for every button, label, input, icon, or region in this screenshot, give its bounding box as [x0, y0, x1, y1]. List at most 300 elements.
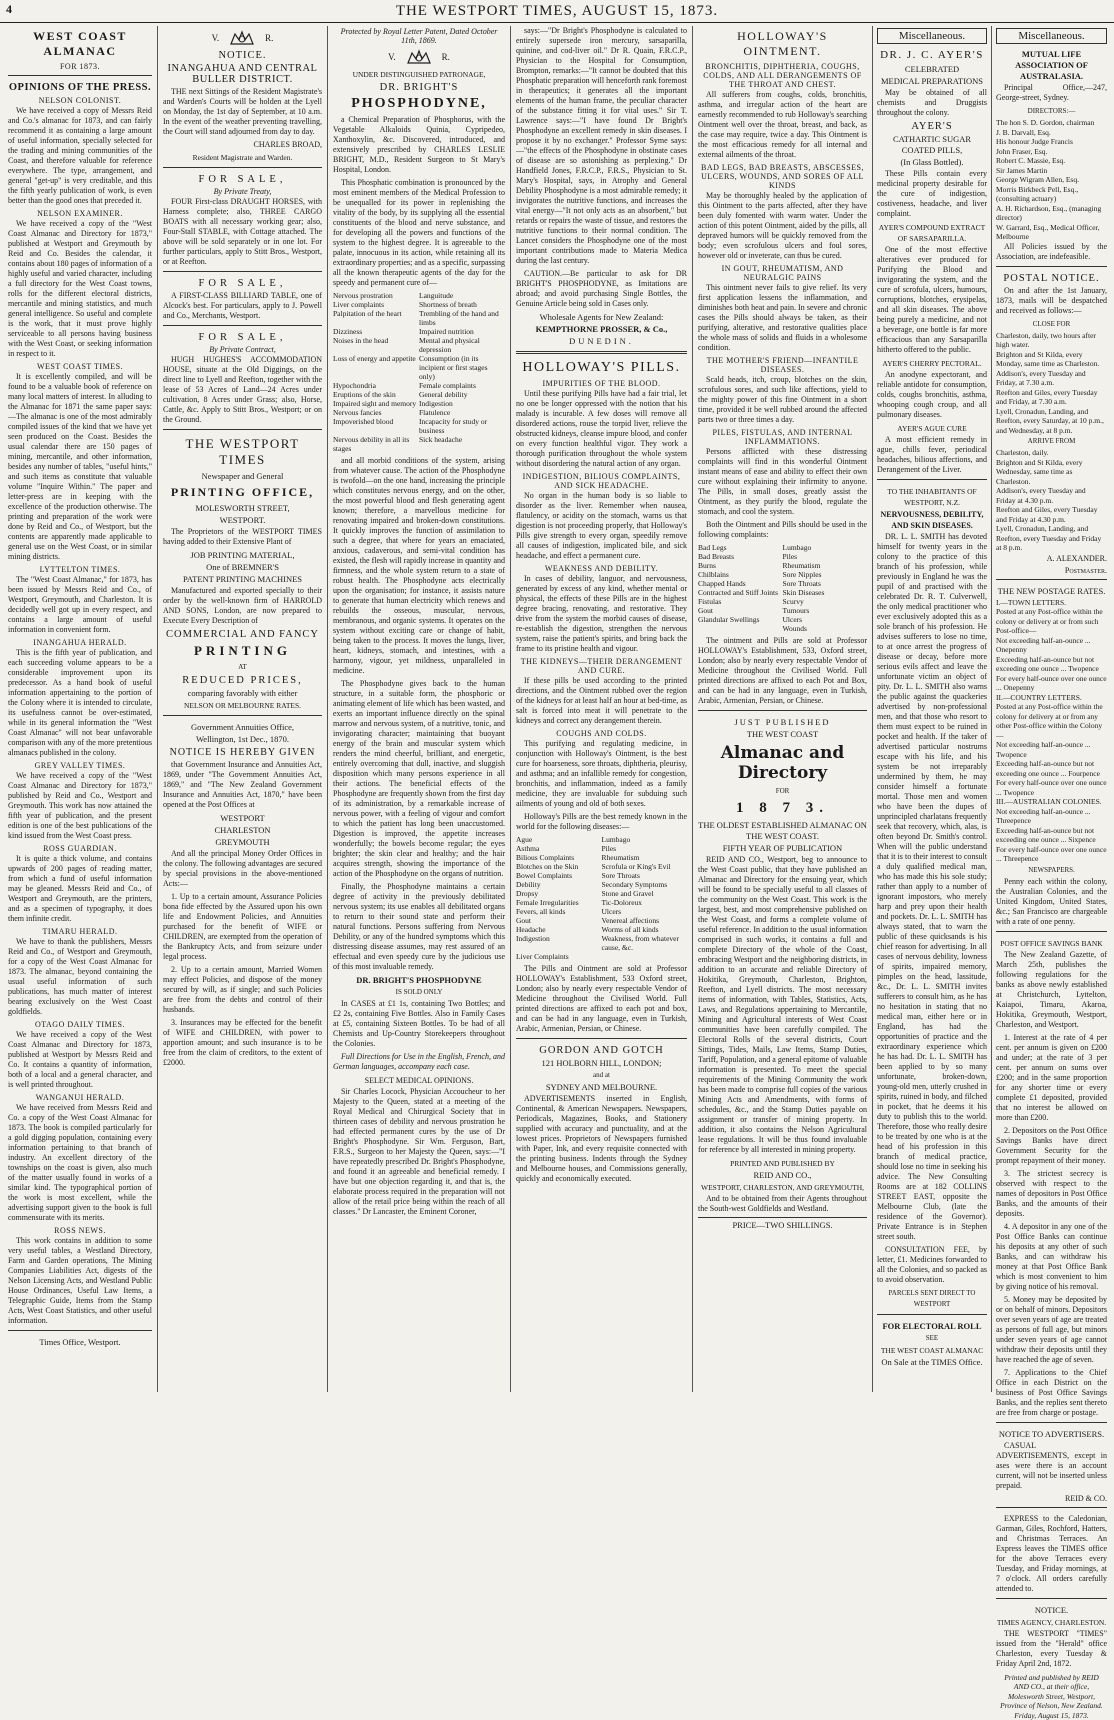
ayer-sarsaparilla-heading: AYER'S COMPOUND EXTRACT OF SARSAPARILLA.: [877, 222, 987, 244]
almanac-ad-year: FOR 1873.: [8, 62, 152, 71]
govt-place: GREYMOUTH: [163, 837, 322, 848]
review-text: We have received a copy of Messrs Reid and Co.'s almanac for 1873, and can fairly recommend it as containing a large amount of useful information, specially selected for the trading and mining communities of the Coast, and therefore valuable for reference everywhere. The type, arrangement, and general "get-up" is very creditable, and this the fifth yearly publication of work, is even better than the good ones that preceded it.: [8, 106, 152, 206]
divider: [996, 931, 1107, 932]
almanac-oldest: THE OLDEST ESTABLISHED ALMANAC ON THE WEST COAST.: [698, 820, 867, 842]
sale3-subheading: By Private Contract,: [163, 345, 322, 354]
rate-item: I.—TOWN LETTERS.: [996, 598, 1107, 608]
rate-item: Not exceeding half-an-ounce ... Threepence: [996, 807, 1107, 826]
divider: [516, 351, 687, 354]
postal-sign: A. ALEXANDER.: [996, 554, 1107, 563]
almanac-for: FOR: [698, 786, 867, 797]
impurities-heading: IMPURITIES OF THE BLOOD.: [516, 379, 687, 388]
postal-arrive-item: Addison's, every Tuesday and Friday at 4.30 p.m.: [996, 486, 1107, 505]
rate-item: For every half-ounce over one ounce ... Threepence: [996, 845, 1107, 864]
disease-item: Indigestion: [516, 934, 602, 952]
disease-item: Liver complaints: [333, 300, 419, 309]
almanac-price: PRICE—TWO SHILLINGS.: [698, 1217, 867, 1231]
mother-text: Scald heads, itch, croup, blotches on the skin, scrofulous sores, and such like affections, yield to the mighty power of this fine Ointment in a short time, provided it be well rubbed around the affected parts two or three times a day.: [698, 375, 867, 425]
postal-arrive-heading: ARRIVE FROM: [996, 436, 1107, 447]
disease-item: Sore Throats: [783, 579, 868, 588]
disease-item: Debility: [516, 880, 602, 889]
govt-office-date: Wellington, 1st Dec., 1870.: [163, 734, 322, 745]
director-item: His honour Judge Francis: [996, 137, 1107, 147]
review-text: It is excellently compiled, and will be found to be a valuable book of reference on many local matters of interest. In alluding to the Almanac for 1871 the same paper says:—The almanac is one of the most admirably compiled issues of the kind that we have yet seen produced on the Coast. Besides the usual calendar there are 150 pages of mining, mercantile, and other information, besides any number of tables, "useful hints," and such items as constitute that valuable volume "Inquire Within." The paper and letter-press are in keeping with the excellence of the production otherwise. The printing and preparation of the work were done by Reid and Co., of Westport, but the contents are apparently made applicable to general use on the West Coast, or in similar mining districts.: [8, 372, 152, 562]
misc-header: Miscellaneous.: [996, 28, 1107, 44]
holloway-pills-title: HOLLOWAY'S PILLS.: [516, 360, 687, 376]
disease-item: Female complaints: [419, 381, 505, 390]
notice-2-title: NOTICE.: [996, 1605, 1107, 1616]
ayer-pills-glass: (In Glass Bottled).: [877, 157, 987, 168]
disease-item: Dropsy: [516, 889, 602, 898]
printing-office-sub: Newspaper and General: [163, 471, 322, 482]
ointment-diseases-list: [698, 543, 867, 633]
review-source: TIMARU HERALD.: [8, 927, 152, 936]
disease-item: Bilious Complaints: [516, 853, 602, 862]
govt-item: 2. Up to a certain amount, Married Women may effect Policies, and dispose of the money secured by will, as if single; and such Policies are free from the debts and control of their husbands.: [163, 965, 322, 1015]
column-4: [511, 26, 693, 1392]
imprint: Printed and published by REID AND CO., at their office, Molesworth Street, Westport, Province of Nelson, New Zealand. Friday, August 15, 1873.: [996, 1673, 1107, 1720]
disease-item: Skin Diseases: [783, 588, 868, 597]
page-number: 4: [6, 2, 12, 17]
divider: [8, 1330, 152, 1331]
disease-item: Mental and physical depression: [419, 336, 505, 354]
piles-text: Persons afflicted with these distressing complaints will find in this wonderful Ointment instant means of ease and ability to effect their own cure without explaining their infirmity to anyone. The Pills, in small doses, greatly assist the Ointment, as they purify the blood, regulate the stomach, and cool the system.: [698, 447, 867, 517]
govt-office-heading: Government Annuities Office,: [163, 722, 322, 733]
govt-place: WESTPORT: [163, 813, 322, 824]
director-item: J. B. Darvall, Esq.: [996, 128, 1107, 138]
review-text: This is the fifth year of publication, and each succeeding volume appears to be a considerable improvement upon its predecessor. As a hand book of useful information appertaining to the portion of the Colony where it is intended to circulate, its usefulness cannot be over-estimated, while in its general information the "West Coast Almanac" will not bear unfavorable comparison with any of the more pretentious almanacs published in the colony.: [8, 648, 152, 758]
director-item: Morris Birkbeck Pell, Esq., (consulting actuary): [996, 185, 1107, 204]
divider: [8, 75, 152, 76]
rate-item: Posted at any Post-office within the colony or delivery at or from such Post-office—: [996, 607, 1107, 636]
column-6: [873, 26, 1111, 1392]
column-5: [693, 26, 873, 1392]
disease-item: Scrofula or King's Evil: [602, 862, 688, 871]
divider: [996, 1598, 1107, 1599]
advertisers-title: NOTICE TO ADVERTISERS.: [996, 1429, 1107, 1440]
review-source: ROSS NEWS.: [8, 1226, 152, 1235]
ayer-sarsaparilla-text: One of the most effective alteratives ever produced for Purifying the Blood and invigorating the system, and the cure of scrofula, ulcers, humours, corruptions, blotches, erysipelas, and all skin diseases. The above being purely a medicine, and not a beverage, one bottle is far more efficacious than any Sarsaparilla hitherto offered to the public.: [877, 245, 987, 355]
govt-notice-text2: And all the principal Money Order Offices in the colony. The following advantages are secured by special provisions in the above-mentioned Acts:—: [163, 849, 322, 889]
royal-arms-icon: [227, 28, 257, 48]
gordon-gotch-title: GORDON AND GOTCH: [516, 1045, 687, 1056]
pills-sold-text: The Pills and Ointment are sold at Professor HOLLOWAY's Establishment, 533 Oxford street, London; also by nearly every respectable Vendor of Medicine throughout the Civilised World. Full printed directions are affixed to each pot and box, and can be had in any language, even in Turkish, Arabic, Armenian, Persian, or Chinese.: [516, 964, 687, 1034]
indigestion-text: No organ in the human body is so liable to disorder as the liver. Remember when nausea, flatulency, or acidity on the stomach, warns us that digestion is not proceeding properly, that Holloway's Pills give strength to every organ, speedily remove all causes of indigestion, implicated bile, and sick headache, and effect a permanent cure.: [516, 491, 687, 561]
column-1: [3, 26, 158, 1392]
opinions-heading: OPINIONS OF THE PRESS.: [8, 82, 152, 93]
phosphodyne-body-2: and all morbid conditions of the system, arising from whatever cause. The action of the Phosphodyne is twofold—on the one hand, increasing the principle which constitutes nervous energy, and on the other, the most powerful blood and flesh generating agent known; therefore, a marvellous medicine for renovating impaired and broken-down constitutions. It quickly improves the function of assimilation to such a degree, that where for years an emaciated, anxious, cadaverous, and semi-vital condition has existed, the flesh will rapidly increase in quantity and firmness, and the whole system return to a state of robust health. The Phosphodyne acts electrically upon the organisation; for instance, it assists nature to generate that human electricity which renews and rebuilds the osseous, muscular, nervous, membranous, and organic systems. It operates on the system without exciting care or change of habit, being taken to the process. It moves the lungs, liver, heart, kidneys, stomach, and intestines, with a harmony, vigour, yet mildness, unparalleled in medicine.: [333, 456, 505, 676]
disease-item: Weakness, from whatever cause, &c.: [602, 934, 688, 952]
disease-item: Piles: [783, 552, 868, 561]
patent-notice: Protected by Royal Letter Patent, Dated October 11th, 1869.: [333, 27, 505, 45]
disease-item: Gout: [698, 606, 783, 615]
bad-legs-heading: BAD LEGS, BAD BREASTS, ABSCESSES, ULCERS, WOUNDS, AND SORES OF ALL KINDS: [698, 163, 867, 190]
postal-close-item: Charleston, daily, two hours after high water.: [996, 331, 1107, 350]
disease-item: Noises in the head: [333, 336, 419, 354]
postal-close-item: Reefton and Giles, every Tuesday and Friday, at 7.30 a.m.: [996, 388, 1107, 407]
almanac-reid: REID AND CO.,: [698, 1170, 867, 1181]
disease-item: Bad Legs: [698, 543, 783, 552]
director-item: A. H. Richardson, Esq., (managing director): [996, 204, 1107, 223]
ayer-pills-name: CATHARTIC SUGAR COATED PILLS,: [877, 134, 987, 156]
divider: [163, 271, 322, 272]
gordon-gotch-text: ADVERTISEMENTS inserted in English, Continental, & American Newspapers. Newspapers, Periodicals, Magazines, Books, and Stationery supplied with accuracy and punctuality, and at the lowest prices. Proprietors of Newspapers furnished with Paper, Ink, and every requisite connected with the printing business. Indents through the Sydney and Melbourne houses, and Commissions generally, quickly and economically executed.: [516, 1094, 687, 1184]
sold-title: DR. BRIGHT'S PHOSPHODYNE: [333, 975, 505, 986]
divider: [996, 1507, 1107, 1508]
divider: [877, 479, 987, 480]
ointment-text: All sufferers from coughs, colds, bronchitis, asthma, and irregular action of the heart are earnestly recommended to rub Holloway's searching Ointment well over the throat, breast, and back, as the case may require, twice a day. This Ointment is the most efficacious remedy for all internal and external ailments of the throat.: [698, 90, 867, 160]
disease-item: Ulcers: [783, 615, 868, 624]
gordon-gotch-and: and at: [516, 1070, 687, 1081]
mutual-note: All Policies issued by the Association, are indefeasible.: [996, 242, 1107, 262]
disease-item: Sick headache: [419, 435, 505, 453]
savings-bank-text: The New Zealand Gazette, of March 25th, publishes the following regulations for the banks as above newly established at Christchurch, Lyttelton, Kaiapoi, Timaru, Akaroa, Hokitika, Greymouth, Westport, Charleston, and Westport.: [996, 950, 1107, 1030]
printing-word: PRINTING: [163, 643, 322, 659]
both-text: Both the Ointment and Pills should be used in the following complaints:: [698, 520, 867, 540]
disease-item: [602, 952, 688, 961]
savings-bank-item: 5. Money may be deposited by or on behalf of minors. Depositors over seven years of age are treated as persons of full age, but minors under seven years of age cannot withdraw their deposits until they have reached the age of seven.: [996, 1295, 1107, 1365]
almanac-printed: PRINTED AND PUBLISHED BY: [698, 1158, 867, 1169]
coughs-text: This purifying and regulating medicine, in conjunction with Holloway's Ointment, is the best cure for hoarseness, sore throats, diphtheria, pleurisy, and asthma; and an infallible remedy for congestion, bronchitis, and inflammation, indeed as a family medicine, they are invaluable for subduing such ailments of young and old of both sexes.: [516, 739, 687, 809]
phosphodyne-body-4: Finally, the Phosphodyne maintains a certain degree of activity in the previously debilitated nervous system; its use enables all debilitated organs to return to their sound state and perform their natural functions. Persons suffering from Nervous Debility, or any of the hundred symptoms which this distressing disease assumes, may rest assured of an effectual and even speedy cure by the judicious use of this most invaluable remedy.: [333, 882, 505, 972]
phosphodyne-continued: says:—"Dr Bright's Phosphodyne is calculated to entirely supersede iron mercury, sarsaparilla, quinine, and cod-liver oil." Dr R. Quain, F.R.C.P., Physician to the Hospital for Consumption, Brompton, remarks:—"It cannot be doubted that this Phosphatic preparation will henceforth rank foremost in therapeutics; it generates all the important elements of the human frame, the peculiar character of the substance fitting it for vital uses." Sir T. Lawrence says:—"I have found Dr Bright's Phosphodyne an excellent remedy in skin diseases. I propose it by no exchanger." Professor Syme says:—"the effects of the Phosphodyne in obstinate cases of disease are so astonishing as perplexing." Dr Handfield Jones, F.R.C.P., F.R.S., Physician to St. Mary's Hospital, says, in Atrophy and General Debility Phosphodyne is a most admirable remedy; it invigorates the nutritive functions, and increases the vital energy—"It not only acts as an absorbent," but retards or repairs the waste of tissue, and restores the nutritive functions to their normal condition. The Lancet considers the Phosphodyne one of the most important contributions made to Materia Medica during the last century.: [516, 26, 687, 266]
ayer-celebrated: CELEBRATED: [877, 64, 987, 75]
phosphodyne-body-3: The Phosphodyne gives back to the human structure, in a suitable form, the phosphoric or animating element of life which has been wasted, and exerts an important influence directly on the spinal marrow and nervous system, of a nutritive, tonic, and invigorating character; maintaining that buoyant energy of the brain and muscular system which renders the mind cheerful, brilliant, and energetic, entirely overcoming that dull, inactive, and sluggish disposition which many persons experience in all their actions. The beneficial effects of the Phosphodyne are frequently shown from the first day of its administration, by a remarkable increase of nervous power, with a feeling of vigour and comfort to which the patient has long been unaccustomed. Digestion is improved, the appetite increases wonderfully; the bowels become regular; the eyes brighter; the skin clear and healthy; and the hair acquires strength, showing the importance of the action of the Phosphodyne on the organs of nutrition.: [333, 679, 505, 879]
column-6b: [992, 26, 1111, 1392]
disease-item: Sore Nipples: [783, 570, 868, 579]
disease-item: Impaired sight and memory: [333, 399, 419, 408]
review-text: This work contains in addition to some very useful tables, a Westland Directory, Farm and Garden operations, The Mining Companies Liabilities Act, digests of the Nelson Licensing Acts, and Westland Public House Ordinances, Useful Law Items, a Telegraphic Guide, Items from the Stamp Acts, West Coast Statistics, and other useful information.: [8, 1236, 152, 1326]
disease-item: Shortness of breath: [419, 300, 505, 309]
sale2-heading: FOR SALE,: [163, 278, 322, 289]
postal-arrive-item: Lyell, Cronadun, Landing, and Reefton, every Tuesday and Friday at 8 p.m.: [996, 524, 1107, 553]
at-word: AT: [163, 662, 322, 673]
review-text: We have received a copy of the West Coast Almanac and Directory for 1873, published at Westport by Messrs Reid and Co. It contains a quantity of information, both of a local and a general character, and is well printed throughout.: [8, 1030, 152, 1090]
disease-item: Tic-Doloreux: [602, 898, 688, 907]
electoral-roll-title: FOR ELECTORAL ROLL: [877, 1321, 987, 1332]
disease-item: Gout: [516, 916, 602, 925]
bad-legs-text: May be thoroughly healed by the application of this Ointment to the parts affected, after they have been duly fomented with warm water. Under the action of this potent Ointment, aided by the pills, all depraved humors will be quickly removed from the body; even scrofulous ulcers and foul sores, however old or inveterate, can thus be cured.: [698, 191, 867, 261]
disease-item: Rheumatism: [783, 561, 868, 570]
postal-arrive-item: Charleston, daily.: [996, 448, 1107, 458]
disease-item: Loss of energy and appetite: [333, 354, 419, 381]
disease-item: Fevers, all kinds: [516, 907, 602, 916]
director-item: George Wigram Allen, Esq.: [996, 175, 1107, 185]
rate-item: Exceeding half-an-ounce but not exceeding one ounce ... Twopence: [996, 655, 1107, 674]
almanac-fifth-year: FIFTH YEAR OF PUBLICATION: [698, 843, 867, 854]
almanac-and-directory: Almanac and Directory: [698, 743, 867, 783]
review-text: The "West Coast Almanac," for 1873, has been issued by Messrs Reid and Co., of Westport, Greymouth, and Charleston. It is decidedly well got up in every respect, and contains a large amount of useful information in convenient form.: [8, 575, 152, 635]
disease-item: Contracted and Stiff Joints: [698, 588, 783, 597]
holloway-ointment-title: HOLLOWAY'S OINTMENT.: [698, 29, 867, 59]
printing-office-street: MOLESWORTH STREET,: [163, 503, 322, 514]
disease-item: Dizziness: [333, 327, 419, 336]
gordon-gotch-address: 121 HOLBORN HILL, LONDON;: [516, 1058, 687, 1069]
almanac-the-west-coast: THE WEST COAST: [698, 729, 867, 740]
disease-item: Chapped Hands: [698, 579, 783, 588]
reduced-prices: REDUCED PRICES,: [163, 675, 322, 686]
almanac-ad-title: WEST COAST ALMANAC: [8, 29, 152, 59]
disease-item: Sore Throats: [602, 871, 688, 880]
review-source: LYTTELTON TIMES.: [8, 565, 152, 574]
disease-item: Burns: [698, 561, 783, 570]
crest-left-letter: V.: [388, 52, 396, 62]
electoral-roll-almanac: THE WEST COAST ALMANAC: [877, 1345, 987, 1356]
electoral-roll-see: SEE: [877, 1333, 987, 1344]
govt-item: 3. Insurances may be effected for the benefit of WIFE and CHILDREN, with power to apportion amount; and such insurance is to be free from the claim of creditors, to the extent of £2000.: [163, 1018, 322, 1068]
director-item: W. Garrard, Esq., Medical Officer, Melbourne: [996, 223, 1107, 242]
savings-bank-item: 7. Applications to the Chief Office in each District on the business of Post Office Savings Banks, and the replies sent thereto are free from charge or postage.: [996, 1368, 1107, 1418]
almanac-towns: WESTPORT, CHARLESTON, AND GREYMOUTH,: [698, 1182, 867, 1193]
royal-arms-icon: [404, 47, 434, 67]
comparing-line: comparing favorably with either: [163, 688, 322, 699]
ayer-medical-preparations: MEDICAL PREPARATIONS: [877, 76, 987, 87]
agents-town: DUNEDIN.: [516, 336, 687, 347]
review-source: WANGANUI HERALD.: [8, 1093, 152, 1102]
ayer-pills-text: These Pills contain every medicinal property desirable for the cure of indigestion, costiveness, headache, and liver complaint.: [877, 169, 987, 219]
court-heading: INANGAHUA AND CENTRAL BULLER DISTRICT.: [163, 63, 322, 85]
disease-item: Incapacity for study or business: [419, 417, 505, 435]
review-text: It is quite a thick volume, and contains upwards of 200 pages of reading matter, from which a fund of useful information may be gleaned. Messrs Reid and Co., of Westport and Greymouth, are the printers, and as a specimen of typography, it does them infinite credit.: [8, 854, 152, 924]
postal-intro: On and after the 1st January, 1873, mails will be despatched and received as follows:—: [996, 286, 1107, 316]
disease-item: Flatulence: [419, 408, 505, 417]
rate-item: For every half-ounce over one ounce ... Onepenny: [996, 674, 1107, 693]
divider: [877, 1314, 987, 1315]
review-text: We have received from Messrs Reid and Co. a copy of the West Coast Almanac for 1873. The book is compiled particularly for a gold digging population, containing every information pertaining to that branch of industry. An excellent directory of the townships on the coast is given, also much of the matter usually found in works of a similar kind. The typographical portion of the work is most excellent, while the advertising support given to the book is full commensurate with its merits.: [8, 1103, 152, 1223]
ayer-title: DR. J. C. AYER'S: [877, 49, 987, 61]
masthead: [0, 0, 1114, 23]
disease-item: Tumours: [783, 606, 868, 615]
savings-bank-title: POST OFFICE SAVINGS BANK: [996, 938, 1107, 949]
ointment-sold-text: The ointment and Pills are sold at Professor HOLLOWAY's Establishment, 533, Oxford street, London; also by nearly every respectable Vendor of Medicine throughout the Civilised World. Full printed directions are affixed to each Pot and Box, and can be had in any language, even in Turkish, Arabic, Armenian, Persian, or Chinese.: [698, 636, 867, 706]
crest-left-letter: V.: [212, 33, 220, 43]
ayer-pills-title: AYER'S: [877, 121, 987, 132]
review-text: We have received a copy of the "West Coast Almanac and Directory for 1873," published by Reid and Co., Westport and Greymouth. This work has now attained the fifth year of publication, and the present edition is one of the best publications of the kind issued from the West Coast press.: [8, 771, 152, 841]
disease-item: Ulcers: [602, 907, 688, 916]
gout-text: This ointment never fails to give relief. Its very first application lessens the inflammation, and diminishes both heat and pain. In severe and chronic cases the Pills should always be taken, as their purifying, alterative, and restorative qualities place the whole mass of solids and fluids in a wholesome condition.: [698, 283, 867, 353]
disease-item: Chilblains: [698, 570, 783, 579]
diseases-list: [333, 291, 505, 453]
column-6a: [873, 26, 992, 1392]
rate-item: For every half-ounce over one ounce ... Twopence: [996, 778, 1107, 797]
director-item: Robert C. Massie, Esq.: [996, 156, 1107, 166]
royal-crest: [163, 28, 322, 48]
court-signer-title: Resident Magistrate and Warden.: [163, 152, 322, 163]
disease-item: Worms of all kinds: [602, 925, 688, 934]
disease-item: General debility: [419, 390, 505, 399]
divider: [996, 266, 1107, 267]
disease-item: Glandular Swellings: [698, 615, 783, 624]
rate-item: Exceeding half-an-ounce but not exceeding one ounce ... Fourpence: [996, 759, 1107, 778]
disease-item: Piles: [602, 844, 688, 853]
misc-header: Miscellaneous.: [877, 28, 987, 44]
review-source: INANGAHUA HERALD.: [8, 638, 152, 647]
rate-item: Not exceeding half-an-ounce ... Twopence: [996, 740, 1107, 759]
ayer-obtained: May be obtained of all chemists and Druggists throughout the colony.: [877, 88, 987, 118]
commercial-fancy: COMMERCIAL AND FANCY: [163, 629, 322, 640]
disease-item: Languitude: [419, 291, 505, 300]
disease-item: Palpitation of the heart: [333, 309, 419, 327]
royal-crest: [333, 47, 505, 67]
pills-text: Until these purifying Pills have had a fair trial, let no one be longer oppressed with the notion that his malady is incurable. A few doses will remove all disordered actions, rouse the torpid liver, relieve the obstructed kidneys, cleanse impure blood, and confer on every function healthful vigor. They work a thorough purification throughout the whole system without disordering the natural action of any organ.: [516, 389, 687, 469]
disease-item: Impaired nutrition: [419, 327, 505, 336]
review-source: WEST COAST TIMES.: [8, 362, 152, 371]
govt-item: 1. Up to a certain amount, Assurance Policies bona fide effected by the Assured upon his own life and Endowment Policies, and Annuities purchased for the benefit of WIFE or CHILDREN, are exempted from the operation of the Bankruptcy Acts, and from seizure under legal process.: [163, 892, 322, 962]
disease-item: Lumbago: [602, 835, 688, 844]
disease-item: Fistulas: [698, 597, 783, 606]
disease-item: Consumption (in its incipient or first stages only): [419, 354, 505, 381]
review-source: GREY VALLEY TIMES.: [8, 761, 152, 770]
coughs-heading: COUGHS AND COLDS.: [516, 729, 687, 738]
divider: [163, 167, 322, 168]
rate-item: III.—AUSTRALIAN COLONIES.: [996, 797, 1107, 807]
sale1-heading: FOR SALE,: [163, 174, 322, 185]
crest-right-letter: R.: [265, 33, 273, 43]
mutual-directors-heading: DIRECTORS:—: [996, 106, 1107, 117]
gout-heading: IN GOUT, RHEUMATISM, AND NEURALGIC PAINS: [698, 264, 867, 282]
agents-line: Wholesale Agents for New Zealand:: [516, 312, 687, 323]
review-source: ROSS GUARDIAN.: [8, 844, 152, 853]
savings-bank-item: 2. Depositors on the Post Office Savings Banks have direct Government Security for the prompt repayment of their money.: [996, 1126, 1107, 1166]
rate-item: Not exceeding half-an-ounce ... Onepenny: [996, 636, 1107, 655]
postal-close-heading: CLOSE FOR: [996, 319, 1107, 330]
disease-item: Asthma: [516, 844, 602, 853]
disease-item: Wounds: [783, 624, 868, 633]
disease-item: Nervous fancies: [333, 408, 419, 417]
disease-item: Bowel Complaints: [516, 871, 602, 880]
phosphodyne-title-2: PHOSPHODYNE,: [333, 96, 505, 112]
gordon-gotch-places: SYDNEY AND MELBOURNE.: [516, 1082, 687, 1093]
savings-bank-item: 4. A depositor in any one of the Post Office Banks can continue his deposits at any other of such Banks, and can withdraw his money at that Post Office Bank which is most convenient to him by giving notice of his removal.: [996, 1222, 1107, 1292]
court-signer: CHARLES BROAD,: [163, 140, 322, 149]
ayer-ague-text: A most efficient remedy in ague, chills fever, periodical headaches, bilious affections, and Derangement of the Liver.: [877, 435, 987, 475]
rates-line: NELSON OR MELBOURNE RATES.: [163, 700, 322, 711]
crest-right-letter: R.: [442, 52, 450, 62]
job-printing-material: JOB PRINTING MATERIAL,: [163, 550, 322, 561]
postal-arrive-item: Brighton and St Kilda, every Wednesday, same time as Charleston.: [996, 458, 1107, 487]
almanac-just-published: JUST PUBLISHED: [698, 717, 867, 728]
mutual-life-title: MUTUAL LIFE ASSOCIATION OF AUSTRALASIA.: [996, 49, 1107, 82]
sold-sub: IS SOLD ONLY: [333, 987, 505, 998]
disease-item: [698, 624, 783, 633]
sale1-subheading: By Private Treaty,: [163, 187, 322, 196]
postal-close-item: Brighton and St Kilda, every Monday, same time as Charleston.: [996, 350, 1107, 369]
disease-item: Scurvy: [783, 597, 868, 606]
court-notice-text: THE next Sittings of the Resident Magistrate's and Warden's Courts will be holden at the Lyell on Monday, the 1st day of September, at 10 a.m. In the event of the weather preventing travelling, the Court will stand adjourned from day to day.: [163, 87, 322, 137]
col1-footer: Times Office, Westport.: [8, 1337, 152, 1348]
govt-notice-text: that Government Insurance and Annuities Act, 1869, under "The Government Annuities Act, 1869," and "The New Zealand Government Insurance and Annuities Act, 1870," have been opened at the Post Offices at: [163, 760, 322, 810]
indigestion-heading: INDIGESTION, BILIOUS COMPLAINTS, AND SICK HEADACHE.: [516, 472, 687, 490]
divider: [698, 710, 867, 711]
sale3-heading: FOR SALE,: [163, 332, 322, 343]
kidneys-heading: THE KIDNEYS—THEIR DERANGEMENT AND CURE.: [516, 657, 687, 675]
newspapers-text: Penny each within the colony, the Australian Colonies, and the United Kingdom, United States, &c.; San Francisco are chargeable with a rate of one penny.: [996, 877, 1107, 927]
ayer-cherry-heading: AYER'S CHERRY PECTORAL.: [877, 358, 987, 369]
printing-office-town: WESTPORT.: [163, 515, 322, 526]
savings-bank-list: [996, 1033, 1107, 1418]
list-intro: Holloway's Pills are the best remedy known in the world for the following diseases:—: [516, 812, 687, 832]
advertisers-sign: REID & CO.: [996, 1494, 1107, 1503]
electoral-roll-sale: On Sale at the TIMES Office.: [877, 1357, 987, 1368]
ointment-subheading: BRONCHITIS, DIPHTHERIA, COUGHS, COLDS, AND ALL DERANGEMENTS OF THE THROAT AND CHEST.: [698, 62, 867, 89]
disease-item: Nervous prostration: [333, 291, 419, 300]
review-source: NELSON COLONIST.: [8, 96, 152, 105]
printing-office-text2: Manufactured and exported specially to their order by the well-known firm of HARROLD AND SONS, London, are now prepared to Execute Every Description of: [163, 586, 322, 626]
mother-heading: THE MOTHER'S FRIEND—INFANTILE DISEASES.: [698, 356, 867, 374]
postal-close-item: Addison's, every Tuesday and Friday, at 7.30 a.m.: [996, 369, 1107, 388]
disease-item: Venereal affections: [602, 916, 688, 925]
savings-bank-item: 3. The strictest secrecy is observed with respect to the names of depositors in Post Office Banks, and the amounts of their deposits.: [996, 1169, 1107, 1219]
smith-inhabitants: TO THE INHABITANTS OF WESTPORT, N.Z.: [877, 486, 987, 508]
disease-item: Eruptions of the skin: [333, 390, 419, 399]
sale1-text: FOUR First-class DRAUGHT HORSES, with Harness complete; also, THREE CARGO BOATS with all necessary working gear; also, Four-Stall STABLE, with Cottage attached. The above will be sold separately or in one lot. For further particulars, apply to Stitt Bros., Westport, or at Reefton.: [163, 197, 322, 267]
review-source: OTAGO DAILY TIMES.: [8, 1020, 152, 1029]
kidneys-text: If these pills be used according to the printed directions, and the Ointment rubbed over the region of the kidneys for at least half an hour at bed-time, as salt is forced into meat it will penetrate to the kidneys and correct any derangement therein.: [516, 676, 687, 726]
weakness-heading: WEAKNESS AND DEBILITY.: [516, 564, 687, 573]
postal-close-item: Lyell, Cronadun, Landing, and Reefton, every Saturday, at 10 p.m., and Wednesday, at 8 p.m.: [996, 407, 1107, 436]
review-text: We have received a copy of the "West Coast Almanac and Directory for 1873," published at Westport and Greymouth by Reid and Co. Besides the calendar, it contains about 180 pages of information of a highly useful and varied character, including a full directory for the West Coast towns, rolls for the different electoral districts, mercantile and mining statistics, and much general intelligence. So useful and complete is the work, that it must prove highly serviceable to all persons having business with the West Coast, or seeking information in respect to it.: [8, 219, 152, 359]
disease-item: Bad Breasts: [698, 552, 783, 561]
postage-rates-list: [996, 598, 1107, 864]
caution-text: CAUTION.—Be particular to ask for DR BRIGHT'S PHOSPHODYNE, as Imitations are abroad; and avoid purchasing Single Bottles, the Genuine Article being sold in Cases only.: [516, 269, 687, 309]
press-reviews: [8, 96, 152, 1326]
disease-item: Impoverished blood: [333, 417, 419, 435]
printing-office-title: THE WESTPORT TIMES: [163, 436, 322, 468]
pills-diseases-list: [516, 835, 687, 961]
director-item: John Fraser, Esq.: [996, 147, 1107, 157]
govt-notice-heading: NOTICE IS HEREBY GIVEN: [163, 747, 322, 758]
director-item: Sir James Martin: [996, 166, 1107, 176]
phosphodyne-intro: a Chemical Preparation of Phosphorus, with the Vegetable Alkaloids Quinia, Cypripedeo, Xanthoxylin, &c. Discovered, introduced, and extensively prescribed by CHARLES LESLIE BRIGHT, M.D., Resident Surgeon to St Mary's Hospital, London.: [333, 115, 505, 175]
review-source: NELSON EXAMINER.: [8, 209, 152, 218]
govt-place: CHARLESTON: [163, 825, 322, 836]
disease-item: Ague: [516, 835, 602, 844]
newspaper-title: THE WESTPORT TIMES, AUGUST 15, 1873.: [0, 3, 1114, 20]
postal-notice-title: POSTAL NOTICE.: [996, 273, 1107, 284]
column-3: [328, 26, 511, 1392]
smith-text: DR. L. L. SMITH has devoted himself for twenty years in the colony to the practice of this branch of his profession, while previously in England he was the pupil of and practised with the celebrated Dr. R. T. Culverwell, the only medical practitioner who ever exclusively adopted this as a sole branch of his profession. He advises sufferers to lose no time, to at once arrest the progress of disease or decay, before more serious evils affect and leave the unfortunate victim an object of pity. Dr. L. L. SMITH also warns the public against the quackeries advertised by non-professional men, and that those who resort to them must expect to be ruined in pocket and health. If the taker of advertised particular nostrums escape with his life, and his system be not irreparably undermined by them, he may consider himself a fortunate mortal. Those men and women who have been the dupes of unprincipled charlatans frequently seek that recovery, which, alas, is often beyond Dr. Smith's control. When will the public understand that it is to their interest to consult a duly qualified medical man, who has made this his sole study; rather than apply to a number of ignorant impostors, who merely harp and prey upon their health and pockets. Dr. L. L. SMITH has always stated, that to warn the public of these quicksands is his chief reason for advertising. In all cases of nervous debility, lowness of spirits, impaired memory, pimples on the head, lassitude, &c., Dr. L. L. SMITH invites sufferers to consult him, as he has no hesitation in stating that no medical man, either here or in England, has had the opportunities of practice and the extraordinary experience which he has had. Dr. L. L. SMITH has been applied to by so many unfortunate, broken-down, young-old men, utterly crushed in spirits, ruined in body, and filched in pocket, that he deems it his duty to publish this to the world. Therefore, those who really desire to be treated by one who is at the head of his profession in this branch of medical practice, should lose no time in seeking his advice. The New Consulting Rooms are at 182 COLLINS STREET EAST, opposite the Melbourne Club, (late the residence of the Governor). Private Entrance is in Stephen street south.: [877, 532, 987, 1242]
times-agency-text: THE WESTPORT "TIMES" issued from the "Herald" office Charleston, every Tuesday & Friday April 2nd, 1872.: [996, 1629, 1107, 1669]
disease-item: Blotches on the Skin: [516, 862, 602, 871]
postal-arrive-list: [996, 448, 1107, 553]
disease-item: Headache: [516, 925, 602, 934]
disease-item: Hypochondria: [333, 381, 419, 390]
rate-item: Exceeding half-an-ounce but not exceeding one ounce ... Sixpence: [996, 826, 1107, 845]
postal-sign-title: Postmaster.: [996, 566, 1107, 575]
postage-rates-title: THE NEW POSTAGE RATES.: [996, 586, 1107, 597]
almanac-text: REID AND CO., Westport, beg to announce to the West Coast public, that they have published an Almanac and Directory for the ensuing year, which will be found to be specially useful to all classes of the community on the West Coast. This work is the largest, best, and most comprehensive published on the West Coast, and forms a complete volume of useful reference. In addition to the usual information comprised in such works, it contains a full and complete Directory of the whole of the Coast, embracing Westport and the neighboring districts, in addition to an accurate and reliable Directory of Hokitika, Greymouth, Charleston, Brighton, Reefton, and Lyell districts. The most necessary items of information, with Tables, Statistics, Acts, Laws, and Regulations appertaining to Mercantile, Mining and Agricultural interests of West Coast communities have been carefully compiled. The Electoral Rolls of the several districts, Court Sittings, Tides, Mails, Law Items, Stamp Duties, Tariff, Population, and a general epitome of valuable information is presented. To meet the special requirements of the Mining Community the work has been made to comprise full copies of the various Mining Acts and Amendments, with forms of schedules, &c., and the Stamp Duties payable on assignment or transfer of mining property. In addition, it also contains the Nelson Agricultural lease regulations. It will be thus found invaluable for reference by all interested in mining property.: [698, 855, 867, 1155]
smith-parcels: PARCELS SENT DIRECT TO WESTPORT: [877, 1288, 987, 1310]
phosphodyne-body-1: This Phosphatic combination is pronounced by the most eminent members of the Medical Profession to be unequalled for its power in replenishing the vitality of the body, by its supplying all the essential constituents of the blood and nerve substance, and for developing all the powers and functions of the system to the highest degree. It is agreeable to the palate, innocuous in its action, while retaining all its extraordinary properties; and as a specific, surpassing all the known therapeutic agents of the day for the speedy and permanent cure of—: [333, 178, 505, 288]
divider: [996, 1422, 1107, 1423]
savings-bank-item: 1. Interest at the rate of 4 per cent. per annum is given on £200 and under; at the rate of 3 per cent. per annum on sums over £200; and in the same proportion for any shorter time or every complete £1 deposited, provided that no interest be allowed on more than £200.: [996, 1033, 1107, 1123]
disease-item: Indigestion: [419, 399, 505, 408]
opinions-heading: SELECT MEDICAL OPINIONS.: [333, 1075, 505, 1086]
sale3-text: HUGH HUGHES'S ACCOMMODATION HOUSE, situate at the Old Diggings, on the direct line to Lyell and Reefton, together with the lease of 53 Acres of Land—24 Acres under cultivation, 8 Acres under Grass; also, Horse, Cattle, &c. Apply to Stitt Bros., Westport; or on the Ground.: [163, 355, 322, 425]
disease-item: Stone and Gravel: [602, 889, 688, 898]
divider: [516, 1038, 687, 1039]
columns: [3, 26, 1111, 1392]
almanac-year: 1 8 7 3.: [698, 800, 867, 817]
disease-item: Rheumatism: [602, 853, 688, 862]
review-text: We have to thank the publishers, Messrs Reid and Co., of Westport and Greymouth, for a copy of the West Coast Almanac for 1873. The almanac, beyond containing the usual useful information of such publications, has much matter of interest bearing exclusively on the West Coast goldfields.: [8, 937, 152, 1017]
bremner-line: One of BREMNER'S: [163, 562, 322, 573]
express-text: EXPRESS to the Caledonian, Garman, Giles, Rochford, Hatters, and Christmas Terraces. An Express leaves the TIMES office for the above Terraces every Tuesday, and Friday mornings, at 7 o'clock. All orders carefully attended to.: [996, 1514, 1107, 1594]
piles-heading: PILES, FISTULAS, AND INTERNAL INFLAMMATIONS.: [698, 428, 867, 446]
weakness-text: In cases of debility, languor, and nervousness, generated by excess of any kind, whether mental or physical, the effects of these Pills are in the highest degree bracing, renovating, and restorative. They drive from the system the morbid causes of disease, re-establish the digestion, strengthen the nervous system, raise the patient's spirits, and bring back the frame to its pristine health and vigour.: [516, 574, 687, 654]
postal-close-list: [996, 331, 1107, 436]
directions-text: Full Directions for Use in the English, French, and German languages, accompany each case.: [333, 1052, 505, 1072]
